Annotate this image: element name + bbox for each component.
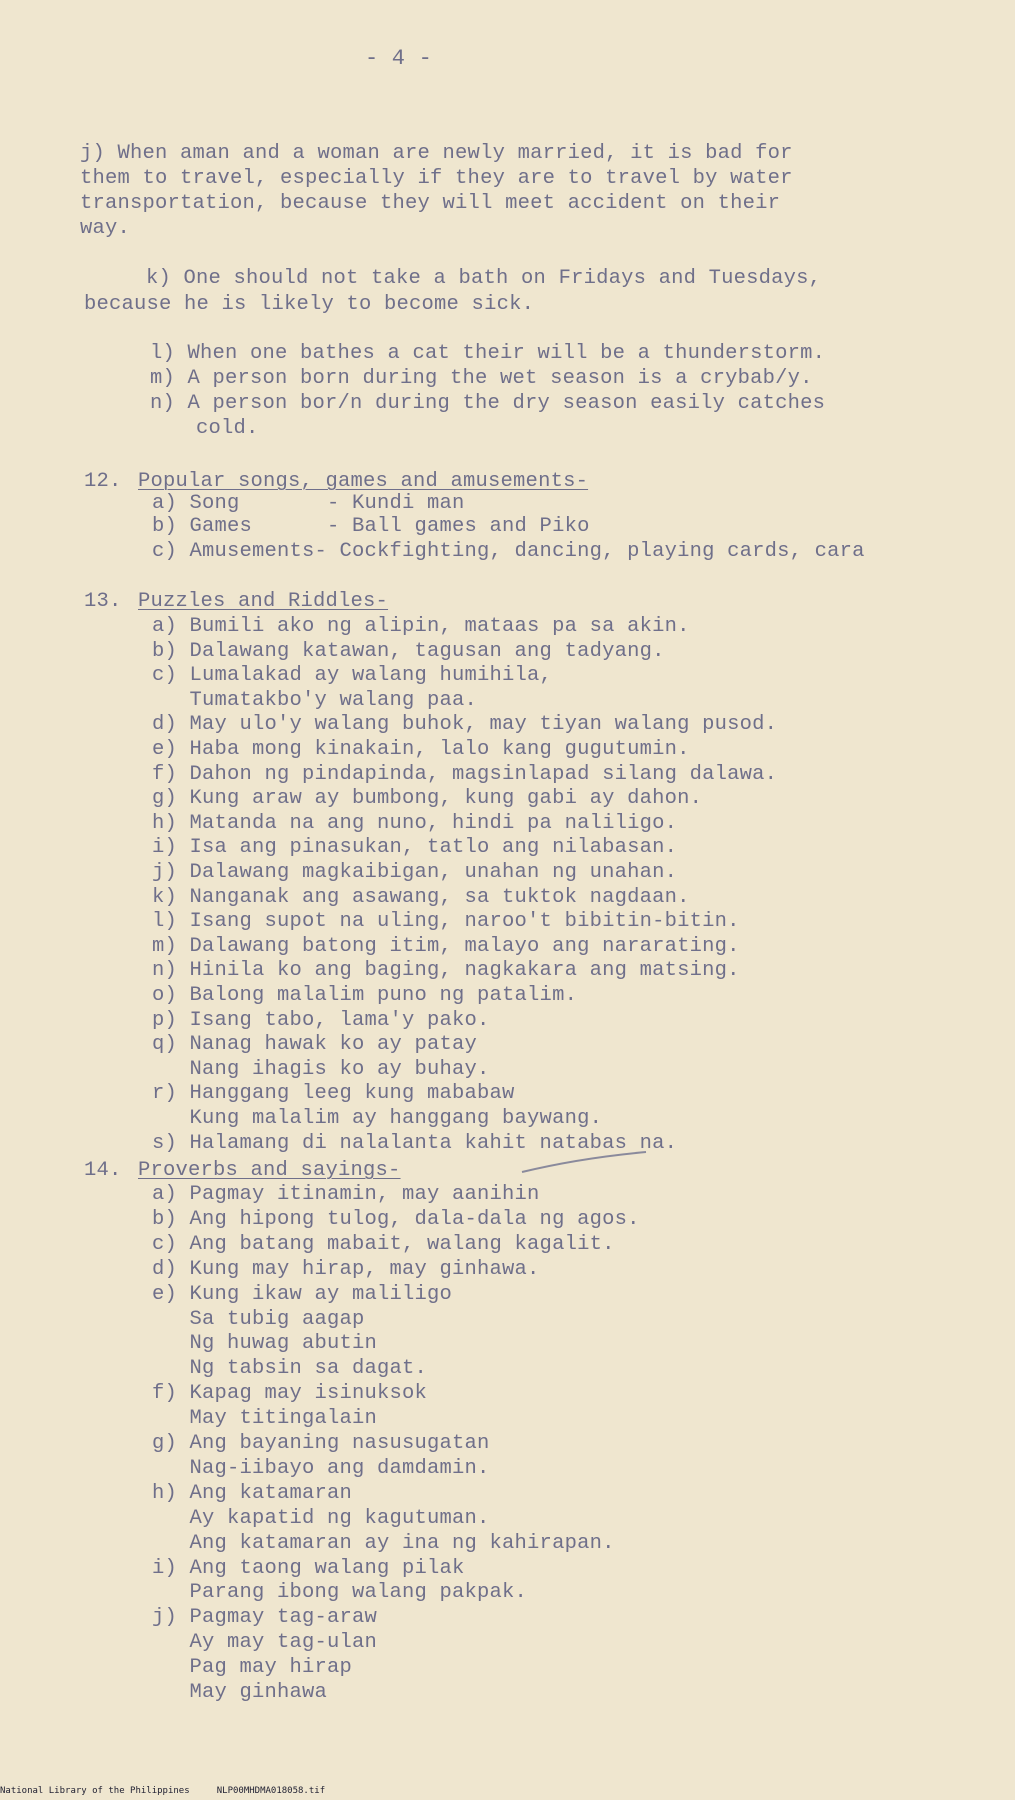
riddle-line: p) Isang tabo, lama'y pako. xyxy=(152,1008,490,1032)
proverb-line: j) Pagmay tag-araw xyxy=(152,1606,378,1630)
section-12-item: a) Song - Kundi man xyxy=(152,492,465,515)
riddle-line: b) Dalawang katawan, tagusan ang tadyang. xyxy=(152,639,665,663)
proverb-line: g) Ang bayaning nasusugatan xyxy=(152,1432,490,1455)
riddle-line: i) Isa ang pinasukan, tatlo ang nilabasan. xyxy=(152,836,678,860)
riddle-line: o) Balong malalim puno ng patalim. xyxy=(152,984,578,1007)
section-12-item: c) Amusements- Cockfighting, dancing, playing cards, cara xyxy=(152,540,865,563)
section-13-number: 13. xyxy=(84,590,122,613)
superstition-k-line1: k) One should not take a bath on Fridays and Tuesdays, xyxy=(146,267,822,290)
superstition-m: m) A person born during the wet season is a crybab/y. xyxy=(150,367,813,390)
riddle-line: g) Kung araw ay bumbong, kung gabi ay dahon. xyxy=(152,787,703,811)
section-14-number: 14. xyxy=(84,1159,122,1182)
superstition-j-line2: them to travel, especially if they are to travel by water xyxy=(80,167,793,190)
proverb-line: a) Pagmay itinamin, may aanihin xyxy=(152,1183,540,1206)
riddle-line: h) Matanda na ang nuno, hindi pa naliligo. xyxy=(152,811,678,835)
section-13-heading: Puzzles and Riddles- xyxy=(138,590,389,613)
proverb-line: e) Kung ikaw ay maliligo xyxy=(152,1282,453,1306)
riddle-line: f) Dahon ng pindapinda, magsinlapad silang dalawa. xyxy=(152,762,778,786)
proverb-line: i) Ang taong walang pilak xyxy=(152,1556,465,1580)
riddle-line: j) Dalawang magkaibigan, unahan ng unahan. xyxy=(152,861,678,884)
riddle-line: r) Hanggang leeg kung mababaw xyxy=(152,1082,515,1106)
proverb-line: Ng tabsin sa dagat. xyxy=(152,1357,428,1381)
riddle-line: k) Nanganak ang asawang, sa tuktok nagdaan. xyxy=(152,885,690,909)
section-12-item: b) Games - Ball games and Piko xyxy=(152,515,590,538)
proverb-line: May ginhawa xyxy=(152,1681,328,1704)
superstition-k-line2: because he is likely to become sick. xyxy=(84,293,535,316)
proverb-line: Ng huwag abutin xyxy=(152,1332,378,1356)
page-number: - 4 - xyxy=(365,46,433,71)
superstition-j-line4: way. xyxy=(80,217,131,240)
proverb-line: f) Kapag may isinuksok xyxy=(152,1382,428,1406)
riddle-line: l) Isang supot na uling, naroo't bibitin-bitin. xyxy=(152,910,740,934)
riddle-line: e) Haba mong kinakain, lalo kang gugutumin. xyxy=(152,738,690,761)
proverb-line: c) Ang batang mabait, walang kagalit. xyxy=(152,1232,615,1256)
proverb-line: h) Ang katamaran xyxy=(152,1481,353,1505)
section-14-heading: Proverbs and sayings- xyxy=(138,1159,401,1182)
riddle-line: q) Nanag hawak ko ay patay xyxy=(152,1033,478,1057)
proverb-line: b) Ang hipong tulog, dala-dala ng agos. xyxy=(152,1207,640,1231)
riddle-line: n) Hinila ko ang baging, nagkakara ang matsing. xyxy=(152,959,740,983)
riddle-line: Nang ihagis ko ay buhay. xyxy=(152,1057,490,1081)
pen-stroke-mark xyxy=(520,1148,650,1178)
proverb-line: Ay kapatid ng kagutuman. xyxy=(152,1506,490,1530)
riddle-line: a) Bumili ako ng alipin, mataas pa sa akin. xyxy=(152,615,690,638)
proverb-line: Pag may hirap xyxy=(152,1656,353,1680)
section-12-number: 12. xyxy=(84,470,122,493)
riddle-line: d) May ulo'y walang buhok, may tiyan walang pusod. xyxy=(152,713,778,737)
proverb-line: Ay may tag-ulan xyxy=(152,1631,378,1655)
superstition-n-line1: n) A person bor/n during the dry season easily catches xyxy=(150,392,826,415)
superstition-j-line3: transportation, because they will meet accident on their xyxy=(80,192,781,215)
riddle-line: Tumatakbo'y walang paa. xyxy=(152,688,478,712)
proverb-line: Sa tubig aagap xyxy=(152,1307,365,1331)
riddle-line: Kung malalim ay hanggang baywang. xyxy=(152,1107,603,1130)
superstition-n-line2: cold. xyxy=(196,417,259,440)
riddle-line: c) Lumalakad ay walang humihila, xyxy=(152,664,553,688)
superstition-j-line1: j) When aman and a woman are newly married, it is bad for xyxy=(80,142,793,165)
superstition-l: l) When one bathes a cat their will be a thunderstorm. xyxy=(150,342,826,365)
proverb-line: Ang katamaran ay ina ng kahirapan. xyxy=(152,1531,615,1555)
scan-footer: National Library of the Philippines NLP00MHDMA018058.tif xyxy=(0,1786,326,1796)
riddle-line: m) Dalawang batong itim, malayo ang nararating. xyxy=(152,934,740,958)
proverb-line: May titingalain xyxy=(152,1407,378,1431)
proverb-line: Nag-iibayo ang damdamin. xyxy=(152,1456,490,1480)
proverb-line: d) Kung may hirap, may ginhawa. xyxy=(152,1257,540,1281)
proverb-line: Parang ibong walang pakpak. xyxy=(152,1581,528,1605)
section-12-heading: Popular songs, games and amusements- xyxy=(138,470,589,493)
riddle-line: s) Halamang di nalalanta kahit natabas na. xyxy=(152,1131,678,1155)
